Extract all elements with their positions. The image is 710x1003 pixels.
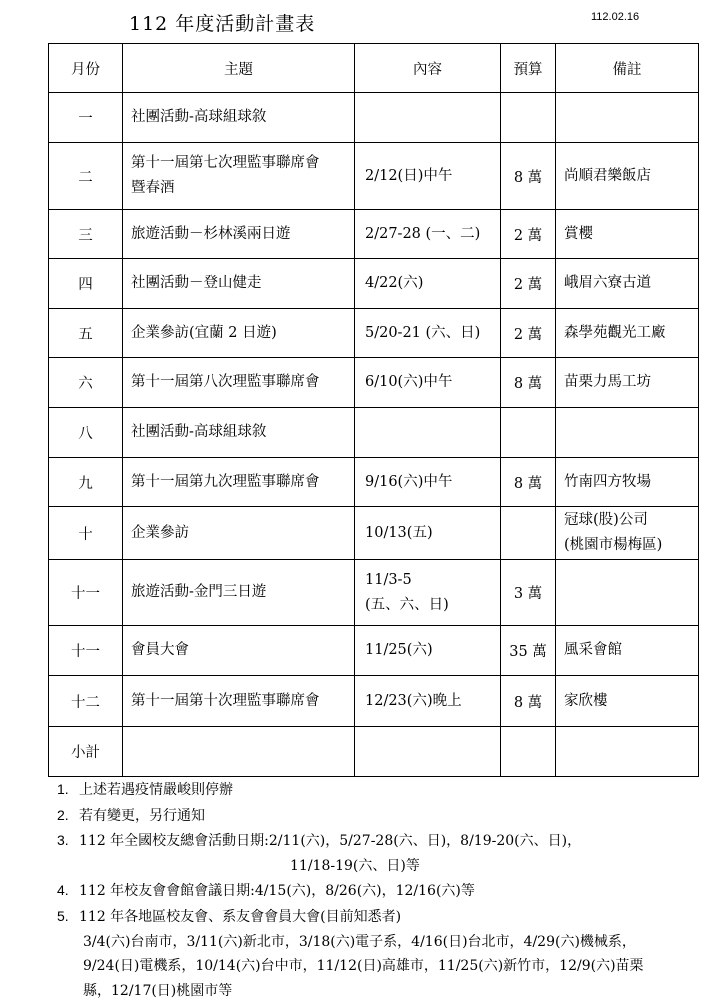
note-item (57, 803, 644, 829)
topic-cell: 第十一屆第十次理監事聯席會 (123, 676, 355, 727)
note-number: 4. (57, 882, 69, 899)
note-text: 112 年全國校友總會活動日期:2/11(六)，5/27-28(六、日)，8/19-20(六、日)， (79, 833, 582, 850)
page-title: 112 年度活動計畫表 (129, 13, 316, 35)
content-cell: 5/20-21 (六、日) (355, 309, 501, 358)
table-row (49, 93, 699, 143)
content-cell: 11/3-5 (五、六、日) (355, 560, 501, 626)
month-cell: 五 (49, 309, 123, 358)
budget-cell: 8 萬 (501, 676, 556, 727)
month-cell: 十一 (49, 626, 123, 676)
content-cell: 4/22(六) (355, 259, 501, 309)
note-cell: 竹南四方牧場 (556, 458, 699, 507)
budget-cell (501, 408, 556, 458)
month-cell: 十 (49, 507, 123, 560)
month-cell: 六 (49, 358, 123, 408)
note-item (57, 777, 644, 803)
table-row (49, 560, 699, 626)
table-header-row (49, 44, 699, 93)
note-item (57, 878, 644, 904)
table-row (49, 676, 699, 727)
budget-cell: 3 萬 (501, 560, 556, 626)
note-number: 5. (57, 907, 69, 924)
budget-cell (501, 507, 556, 560)
table-row (49, 143, 699, 210)
content-cell: 2/27-28 (一、二) (355, 210, 501, 259)
topic-cell: 社團活動-高球組球敘 (123, 408, 355, 458)
content-cell (355, 408, 501, 458)
topic-cell: 社團活動－登山健走 (123, 259, 355, 309)
content-cell: 2/12(日)中午 (355, 143, 501, 210)
note-text: 上述若遇疫情嚴峻則停辦 (79, 782, 233, 798)
month-cell: 小計 (49, 727, 123, 777)
note-item (57, 930, 644, 955)
content-cell: 12/23(六)晚上 (355, 676, 501, 727)
budget-cell: 8 萬 (501, 143, 556, 210)
note-text: 若有變更，另行通知 (79, 807, 205, 824)
note-item (57, 954, 644, 979)
topic-cell: 旅遊活動-金門三日遊 (123, 560, 355, 626)
note-cell (556, 560, 699, 626)
content-cell: 9/16(六)中午 (355, 458, 501, 507)
note-item (57, 854, 644, 879)
topic-cell: 第十一屆第七次理監事聯席會 暨春酒 (123, 143, 355, 210)
header-topic: 主題 (123, 44, 355, 93)
table-row (49, 727, 699, 777)
month-cell: 九 (49, 458, 123, 507)
activity-plan-table (48, 43, 699, 777)
budget-cell: 35 萬 (501, 626, 556, 676)
content-cell: 6/10(六)中午 (355, 358, 501, 408)
note-cell: 賞櫻 (556, 210, 699, 259)
table-row (49, 259, 699, 309)
table-row (49, 309, 699, 358)
header-budget: 預算 (501, 44, 556, 93)
note-text: 11/18-19(六、日)等 (290, 857, 420, 874)
table-row (49, 507, 699, 560)
table-row (49, 358, 699, 408)
topic-cell: 會員大會 (123, 626, 355, 676)
note-item (57, 904, 644, 930)
budget-cell (501, 93, 556, 143)
note-cell (556, 408, 699, 458)
topic-cell: 社團活動-高球組球敘 (123, 93, 355, 143)
topic-cell: 旅遊活動－杉林溪兩日遊 (123, 210, 355, 259)
month-cell: 八 (49, 408, 123, 458)
topic-cell: 企業參訪 (123, 507, 355, 560)
month-cell: 三 (49, 210, 123, 259)
note-cell: 苗栗力馬工坊 (556, 358, 699, 408)
note-cell: 冠球(股)公司 (桃園市楊梅區) (556, 507, 699, 560)
header-note: 備註 (556, 44, 699, 93)
header-month: 月份 (49, 44, 123, 93)
topic-cell: 第十一屆第八次理監事聯席會 (123, 358, 355, 408)
note-item (57, 828, 644, 854)
notes-list (57, 777, 644, 1003)
table-row (49, 210, 699, 259)
note-number: 1. (57, 781, 69, 797)
note-text: 112 年校友會會館會議日期:4/15(六)，8/26(六)，12/16(六)等 (79, 883, 475, 900)
note-text: 112 年各地區校友會、系友會會員大會(目前知悉者) (79, 908, 402, 925)
topic-cell (123, 727, 355, 777)
topic-cell: 第十一屆第九次理監事聯席會 (123, 458, 355, 507)
topic-cell: 企業參訪(宜蘭 2 日遊) (123, 309, 355, 358)
month-cell: 十二 (49, 676, 123, 727)
content-cell (355, 727, 501, 777)
month-cell: 四 (49, 259, 123, 309)
content-cell (355, 93, 501, 143)
budget-cell: 2 萬 (501, 259, 556, 309)
note-cell: 森學苑觀光工廠 (556, 309, 699, 358)
note-text: 9/24(日)電機系，10/14(六)台中市，11/12(日)高雄市，11/25(六)新竹市，12/9(六)苗栗 (83, 958, 644, 975)
content-cell: 11/25(六) (355, 626, 501, 676)
note-text: 縣，12/17(日)桃園市等 (83, 982, 233, 999)
note-cell: 風采會館 (556, 626, 699, 676)
month-cell: 十一 (49, 560, 123, 626)
budget-cell: 2 萬 (501, 210, 556, 259)
content-cell: 10/13(五) (355, 507, 501, 560)
budget-cell: 8 萬 (501, 458, 556, 507)
budget-cell: 2 萬 (501, 309, 556, 358)
note-cell: 家欣樓 (556, 676, 699, 727)
note-cell (556, 93, 699, 143)
table-row (49, 626, 699, 676)
table-row (49, 458, 699, 507)
note-item (57, 979, 644, 1003)
table-row (49, 408, 699, 458)
document-date: 112.02.16 (591, 11, 640, 23)
month-cell: 一 (49, 93, 123, 143)
budget-cell: 8 萬 (501, 358, 556, 408)
month-cell: 二 (49, 143, 123, 210)
header-content: 內容 (355, 44, 501, 93)
note-text: 3/4(六)台南市，3/11(六)新北市，3/18(六)電子系，4/16(日)台北市，4/29(六)機械系， (83, 933, 636, 950)
note-cell: 尚順君樂飯店 (556, 143, 699, 210)
note-cell (556, 727, 699, 777)
note-cell: 峨眉六寮古道 (556, 259, 699, 309)
budget-cell (501, 727, 556, 777)
note-number: 2. (57, 806, 69, 823)
note-number: 3. (57, 832, 69, 849)
